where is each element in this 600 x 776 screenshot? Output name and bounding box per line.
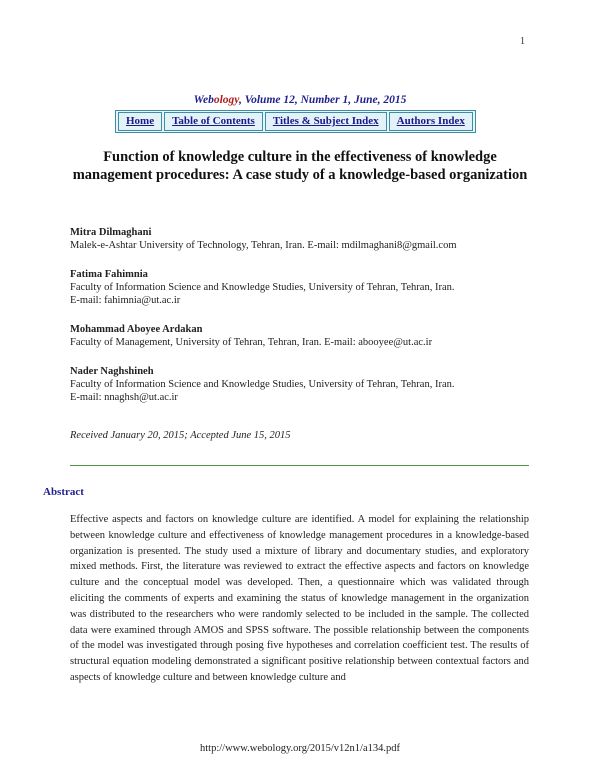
author-name: Mohammad Aboyee Ardakan (70, 324, 203, 335)
author-affiliation: Faculty of Information Science and Knowledge Studies, University of Tehran, Tehran, Iran. (70, 379, 455, 390)
received-dates: Received January 20, 2015; Accepted June 15, 2015 (70, 430, 291, 441)
author-name: Mitra Dilmaghani (70, 227, 152, 238)
journal-nav-bar (115, 110, 476, 133)
author-block (70, 365, 540, 404)
author-list (70, 226, 540, 420)
abstract-body: Effective aspects and factors on knowledge culture are identified. A model for explaining the relationship between knowledge culture and effectiveness of knowledge management procedures in a knowledge-based organization is presented. The study used a mixture of library and documentary studies, and exploratory mixed methods. First, the literature was reviewed to extract the effective aspects and factors on knowledge culture and the conceptual model was developed. Then, a questionnaire which was validated through eliciting the comments of experts and examining the status of knowledge management in the organization was distributed to the researchers who were randomly selected to be included in the sample. The collected data were examined through AMOS and SPSS software. The possible relationship between the components of the model was investigated through posing five hypotheses and correlation coefficient test. The results of structural equation modeling demonstrated a significant positive relationship between contextual factors and aspects of knowledge culture and between knowledge culture and (70, 514, 529, 683)
author-name: Fatima Fahimnia (70, 269, 148, 280)
nav-home-link[interactable]: Home (118, 112, 162, 131)
abstract-heading: Abstract (43, 486, 84, 498)
author-affiliation: Malek-e-Ashtar University of Technology, Tehran, Iran. E-mail: mdilmaghani8@gmail.com (70, 240, 457, 251)
footer-url: http://www.webology.org/2015/v12n1/a134.pdf (200, 743, 400, 754)
nav-toc-link[interactable]: Table of Contents (164, 112, 263, 131)
journal-name-part1: Web (193, 94, 214, 106)
section-divider (70, 465, 529, 466)
paper-title: Function of knowledge culture in the effectiveness of knowledge management procedures: A case study of a knowledge-based organization (72, 149, 528, 183)
journal-name-part2: ology (213, 94, 239, 106)
author-block (70, 268, 540, 307)
author-email: E-mail: fahimnia@ut.ac.ir (70, 295, 181, 306)
author-email: E-mail: nnaghsh@ut.ac.ir (70, 392, 178, 403)
author-block (70, 226, 540, 252)
page-number: 1 (520, 36, 525, 47)
author-affiliation: Faculty of Information Science and Knowledge Studies, University of Tehran, Tehran, Iran. (70, 282, 455, 293)
author-name: Nader Naghshineh (70, 366, 154, 377)
nav-titles-index-link[interactable]: Titles & Subject Index (265, 112, 387, 131)
journal-volume: , Volume 12, Number 1, June, 2015 (238, 94, 407, 106)
journal-citation (0, 94, 600, 106)
author-affiliation: Faculty of Management, University of Tehran, Tehran, Iran. E-mail: abooyee@ut.ac.ir (70, 337, 433, 348)
nav-authors-index-link[interactable]: Authors Index (389, 112, 473, 131)
author-block (70, 323, 540, 349)
